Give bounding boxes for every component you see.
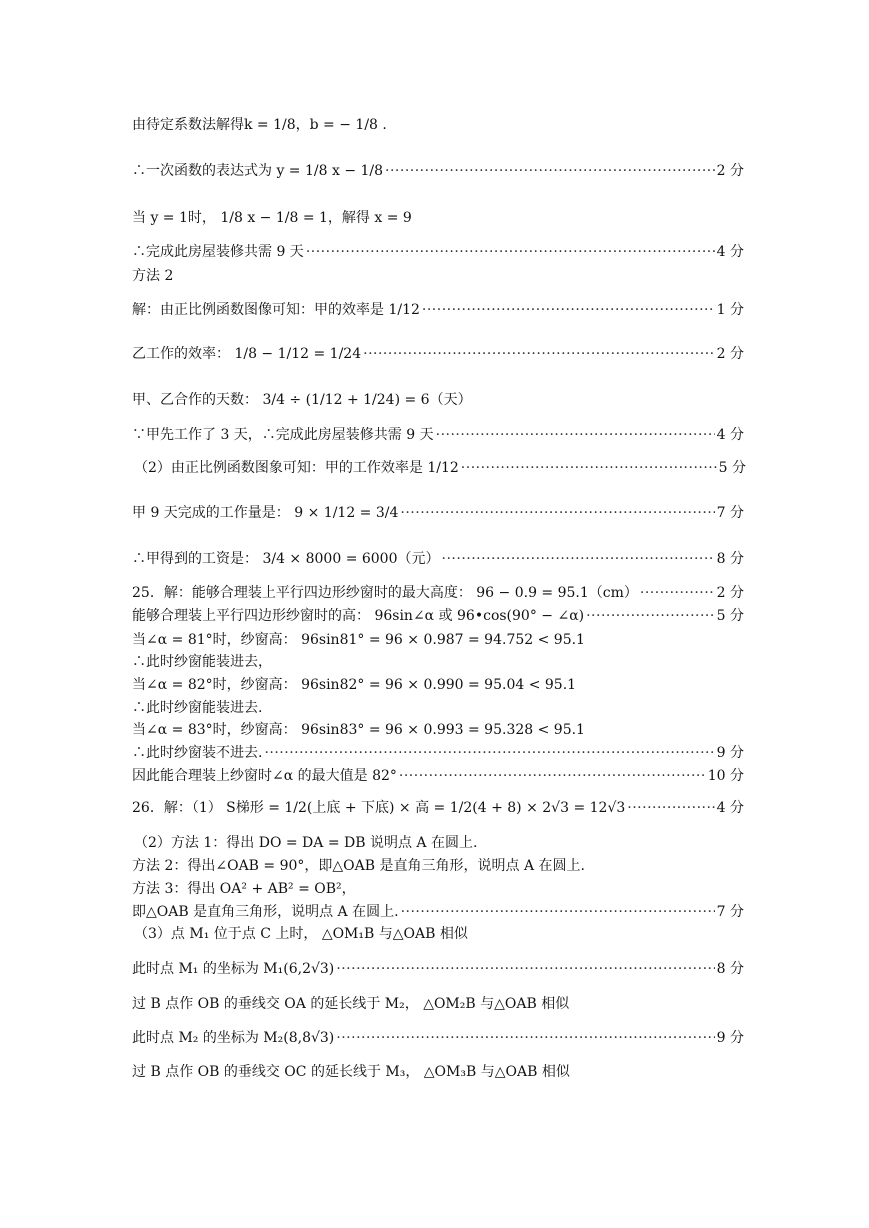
line-text: 即△OAB 是直角三角形，说明点 A 在圆上. <box>132 904 399 920</box>
score-label: 10 分 <box>707 768 744 784</box>
line-text: 由待定系数法解得k = 1/8，b = − 1/8 . <box>132 117 387 133</box>
line-20 <box>132 742 744 764</box>
line-30 <box>132 1027 744 1049</box>
line-11 <box>132 502 744 524</box>
score-label: 5 分 <box>716 608 744 624</box>
leader-dots <box>586 605 715 627</box>
line-4 <box>132 241 744 263</box>
leader-dots <box>422 299 715 321</box>
leader-dots <box>461 457 717 479</box>
line-14 <box>132 605 744 627</box>
line-25 <box>132 878 744 900</box>
line-16 <box>132 651 744 673</box>
leader-dots <box>306 241 715 263</box>
line-text: 方法 2 <box>132 268 174 284</box>
line-28 <box>132 958 744 980</box>
score-label: 2 分 <box>716 585 744 601</box>
line-text: 过 B 点作 OB 的垂线交 OC 的延长线于 M₃， △OM₃B 与△OAB 相似 <box>132 1064 570 1080</box>
score-label: 2 分 <box>716 163 744 179</box>
leader-dots <box>640 582 715 604</box>
line-text: 当 y = 1时， 1/8 x − 1/8 = 1，解得 x = 9 <box>132 210 412 226</box>
line-10 <box>134 457 746 479</box>
line-text: 当∠α = 81°时，纱窗高： 96sin81° = 96 × 0.987 = 94.752 < 95.1 <box>132 632 585 648</box>
leader-dots <box>336 958 714 980</box>
score-label: 4 分 <box>716 800 744 816</box>
score-label: 4 分 <box>716 244 744 260</box>
leader-dots <box>401 901 715 923</box>
line-text: ∴一次函数的表达式为 y = 1/8 x − 1/8 <box>132 163 384 179</box>
line-text: 方法 2：得出∠OAB = 90°，即△OAB 是直角三角形，说明点 A 在圆上. <box>132 858 585 874</box>
line-13 <box>132 582 744 604</box>
line-text: ∵甲先工作了 3 天，∴完成此房屋装修共需 9 天 <box>132 427 434 443</box>
score-label: 1 分 <box>716 302 744 318</box>
line-15 <box>132 629 744 651</box>
leader-dots <box>264 742 714 764</box>
line-text: 方法 3：得出 OA² + AB² = OB²， <box>132 881 356 897</box>
line-text: ∴此时纱窗能装进去. <box>132 700 263 716</box>
line-text: ∴甲得到的工资是： 3/4 × 8000 = 6000（元） <box>132 551 440 567</box>
score-label: 7 分 <box>716 904 744 920</box>
line-text: 此时点 M₂ 的坐标为 M₂(8,8√3) <box>132 1030 335 1046</box>
line-12 <box>132 548 744 570</box>
line-text: 当∠α = 83°时，纱窗高： 96sin83° = 96 × 0.993 = 95.328 < 95.1 <box>132 722 585 738</box>
line-text: （3）点 M₁ 位于点 C 上时， △OM₁B 与△OAB 相似 <box>134 926 468 942</box>
line-26 <box>132 901 744 923</box>
score-label: 9 分 <box>716 1030 744 1046</box>
score-label: 2 分 <box>716 346 744 362</box>
line-text: 此时点 M₁ 的坐标为 M₁(6,2√3) <box>132 961 335 977</box>
leader-dots <box>442 548 715 570</box>
line-21 <box>132 765 744 787</box>
line-24 <box>132 855 744 877</box>
score-label: 7 分 <box>716 505 744 521</box>
leader-dots <box>436 424 715 446</box>
leader-dots <box>627 797 714 819</box>
line-9 <box>132 424 744 446</box>
line-text: 乙工作的效率： 1/8 − 1/12 = 1/24 <box>132 346 362 362</box>
line-18 <box>132 697 744 719</box>
line-23 <box>134 832 746 854</box>
line-19 <box>132 719 744 741</box>
line-text: 过 B 点作 OB 的垂线交 OA 的延长线于 M₂， △OM₂B 与△OAB 相似 <box>132 996 570 1012</box>
line-text: 因此能合理装上纱窗时∠α 的最大值是 82° <box>132 768 397 784</box>
line-31 <box>132 1061 744 1083</box>
line-7 <box>132 343 744 365</box>
score-label: 5 分 <box>718 460 746 476</box>
line-text: 甲 9 天完成的工作量是： 9 × 1/12 = 3/4 <box>132 505 399 521</box>
line-text: ∴完成此房屋装修共需 9 天 <box>132 244 304 260</box>
line-text: 能够合理装上平行四边形纱窗时的高： 96sin∠α 或 96•cos(90° − ∠α) <box>132 608 585 624</box>
line-text: 当∠α = 82°时，纱窗高： 96sin82° = 96 × 0.990 = 95.04 < 95.1 <box>132 677 577 693</box>
leader-dots <box>336 1027 714 1049</box>
line-text: ∴此时纱窗能装进去， <box>132 654 272 670</box>
score-label: 9 分 <box>716 745 744 761</box>
line-text: （2）方法 1：得出 DO = DA = DB 说明点 A 在圆上. <box>134 835 478 851</box>
line-27 <box>134 923 746 945</box>
score-label: 8 分 <box>716 961 744 977</box>
line-2 <box>132 160 744 182</box>
line-17 <box>132 674 744 696</box>
line-text: 甲、乙合作的天数： 3/4 ÷ (1/12 + 1/24) = 6（天） <box>132 392 472 408</box>
line-5 <box>132 265 744 287</box>
line-29 <box>132 993 744 1015</box>
line-text: 26．解：（1） S梯形 = 1/2(上底 + 下底) × 高 = 1/2(4 + 8) × 2√3 = 12√3 <box>132 800 626 816</box>
line-8 <box>132 389 744 411</box>
line-3 <box>132 207 744 229</box>
leader-dots <box>363 343 715 365</box>
line-text: ∴此时纱窗装不进去. <box>132 745 263 761</box>
line-6 <box>132 299 744 321</box>
score-label: 8 分 <box>716 551 744 567</box>
leader-dots <box>385 160 715 182</box>
line-text: 解：由正比例函数图像可知：甲的效率是 1/12 <box>132 302 420 318</box>
leader-dots <box>399 765 706 787</box>
line-22 <box>132 797 744 819</box>
score-label: 4 分 <box>716 427 744 443</box>
line-text: （2）由正比例函数图象可知：甲的工作效率是 1/12 <box>134 460 459 476</box>
line-text: 25．解：能够合理装上平行四边形纱窗时的最大高度： 96 − 0.9 = 95.1（cm） <box>132 585 638 601</box>
line-1 <box>132 114 744 136</box>
leader-dots <box>400 502 714 524</box>
